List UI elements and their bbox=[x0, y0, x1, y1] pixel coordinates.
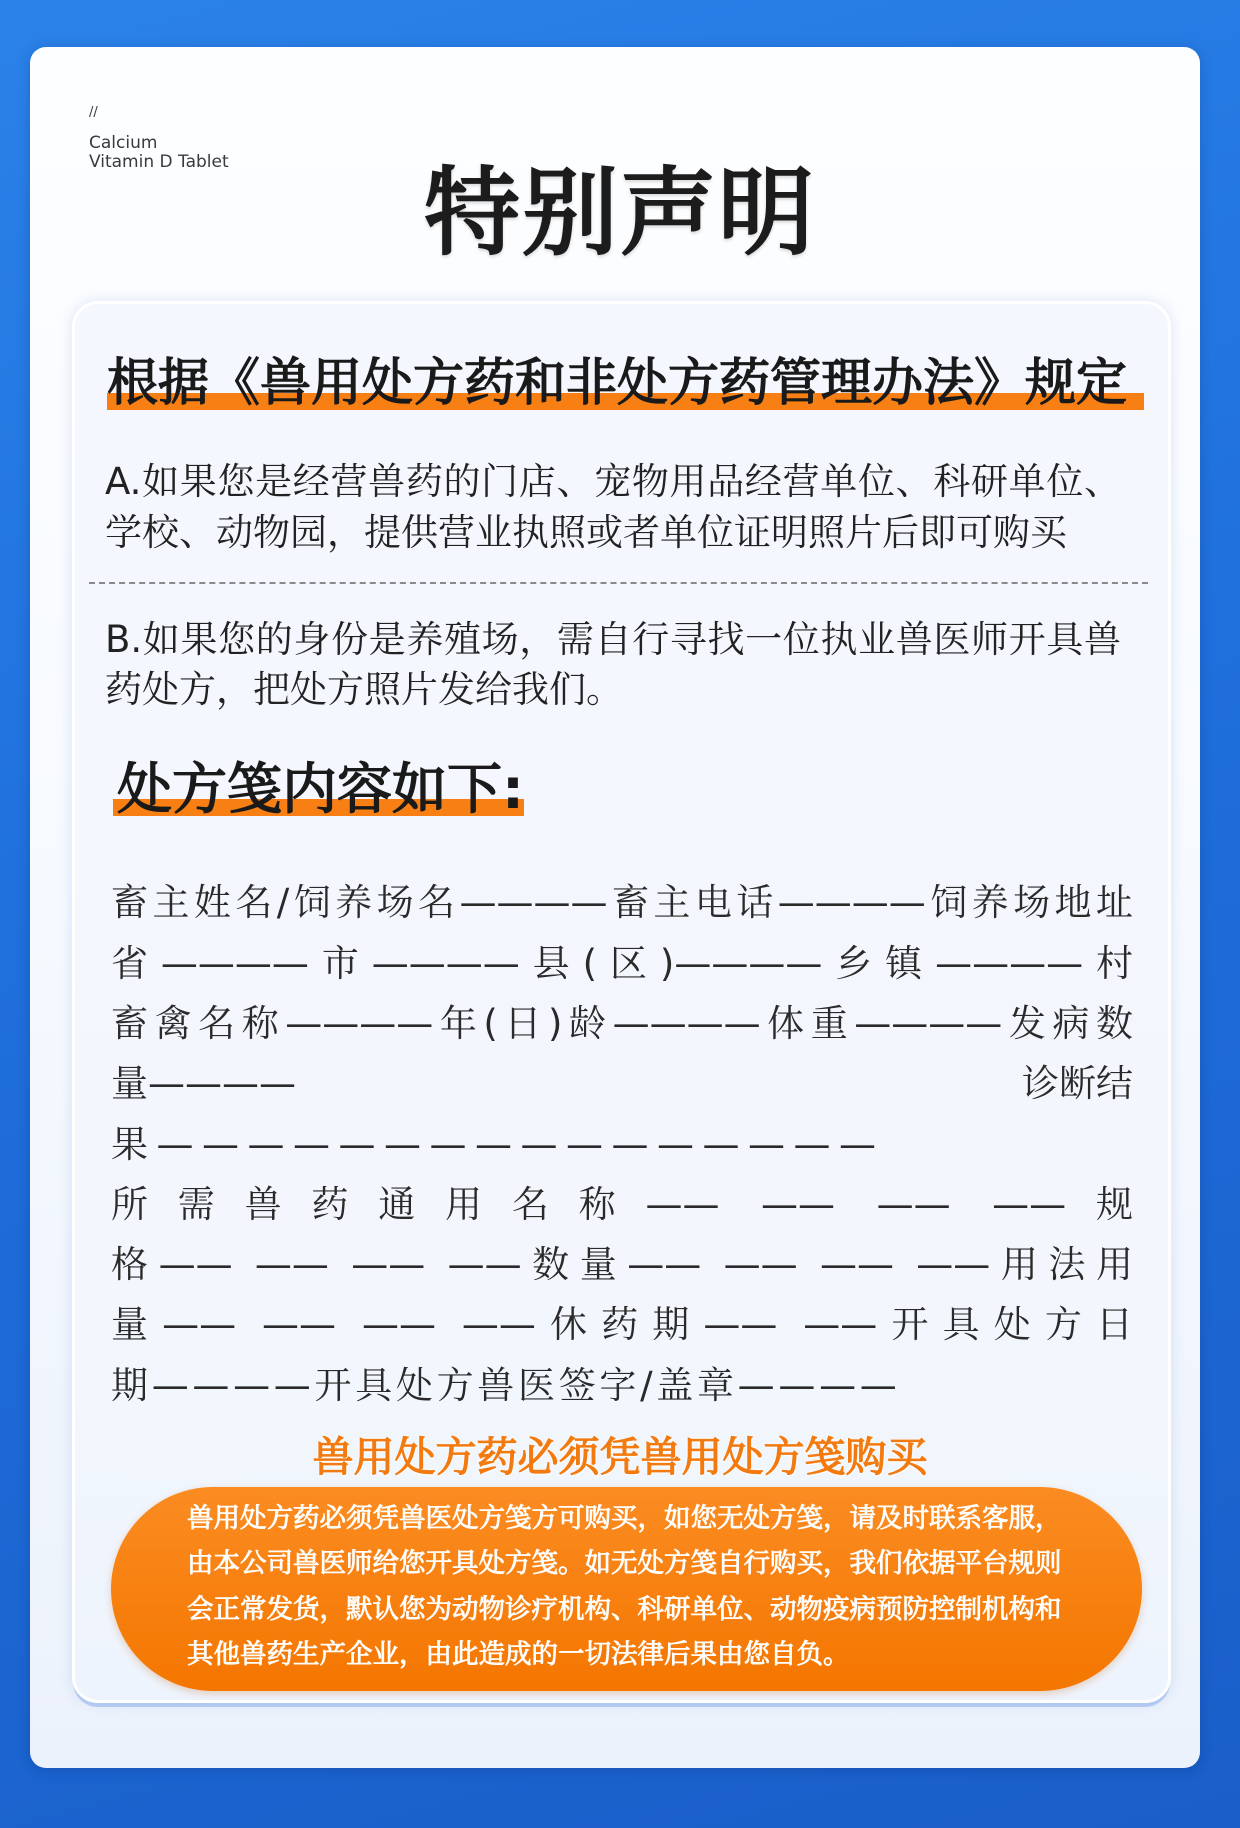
prescription-line: 量—— —— —— ——休药期—— ——开具处方日 bbox=[111, 1303, 1133, 1346]
brand-name-line2: Vitamin D Tablet bbox=[89, 152, 229, 172]
prescription-line-end: 诊断结 bbox=[1022, 1062, 1133, 1105]
regulation-heading: 根据《兽用处方药和非处方药管理办法》规定 bbox=[107, 354, 1128, 413]
prescription-line: 格—— —— —— ——数量—— —— —— ——用法用 bbox=[111, 1243, 1133, 1286]
page-title: 特别声明 bbox=[424, 157, 816, 269]
brand-mark: // bbox=[89, 105, 98, 120]
option-a-line-2: 学校、动物园，提供营业执照或者单位证明照片后即可购买 bbox=[105, 511, 1067, 554]
prescription-line: 期————开具处方兽医签字/盖章———— bbox=[111, 1364, 901, 1407]
option-b-line-2: 药处方，把处方照片发给我们。 bbox=[105, 668, 623, 711]
notice-line: 兽用处方药必须凭兽医处方笺方可购买，如您无处方笺，请及时联系客服， bbox=[187, 1503, 1062, 1534]
prescription-line bbox=[111, 1062, 1133, 1106]
brand-name-line1: Calcium bbox=[89, 133, 158, 153]
option-a-line-1: A.如果您是经营兽药的门店、宠物用品经营单位、科研单位、 bbox=[105, 460, 1121, 503]
prescription-line-start: 量———— bbox=[111, 1062, 296, 1105]
prescription-line: 果———————————————— bbox=[111, 1123, 885, 1166]
prescription-line: 所需兽药通用名称—— —— —— ——规 bbox=[111, 1183, 1133, 1226]
prescription-line: 畜禽名称————年(日)龄————体重————发病数 bbox=[111, 1002, 1133, 1045]
notice-line: 会正常发货，默认您为动物诊疗机构、科研单位、动物疫病预防控制机构和 bbox=[187, 1594, 1062, 1625]
notice-line: 由本公司兽医师给您开具处方笺。如无处方笺自行购买，我们依据平台规则 bbox=[187, 1548, 1062, 1579]
notice-line: 其他兽药生产企业，由此造成的一切法律后果由您自负。 bbox=[187, 1639, 850, 1670]
option-b-line-1: B.如果您的身份是养殖场，需自行寻找一位执业兽医师开具兽 bbox=[105, 618, 1121, 661]
prescription-line: 省————市————县(区)————乡镇————村 bbox=[111, 942, 1133, 985]
prescription-heading: 处方笺内容如下: bbox=[117, 757, 524, 821]
dashed-divider bbox=[89, 582, 1148, 584]
prescription-line: 畜主姓名/饲养场名————畜主电话————饲养场地址 bbox=[111, 881, 1133, 924]
notice-heading: 兽用处方药必须凭兽用处方笺购买 bbox=[312, 1433, 928, 1481]
